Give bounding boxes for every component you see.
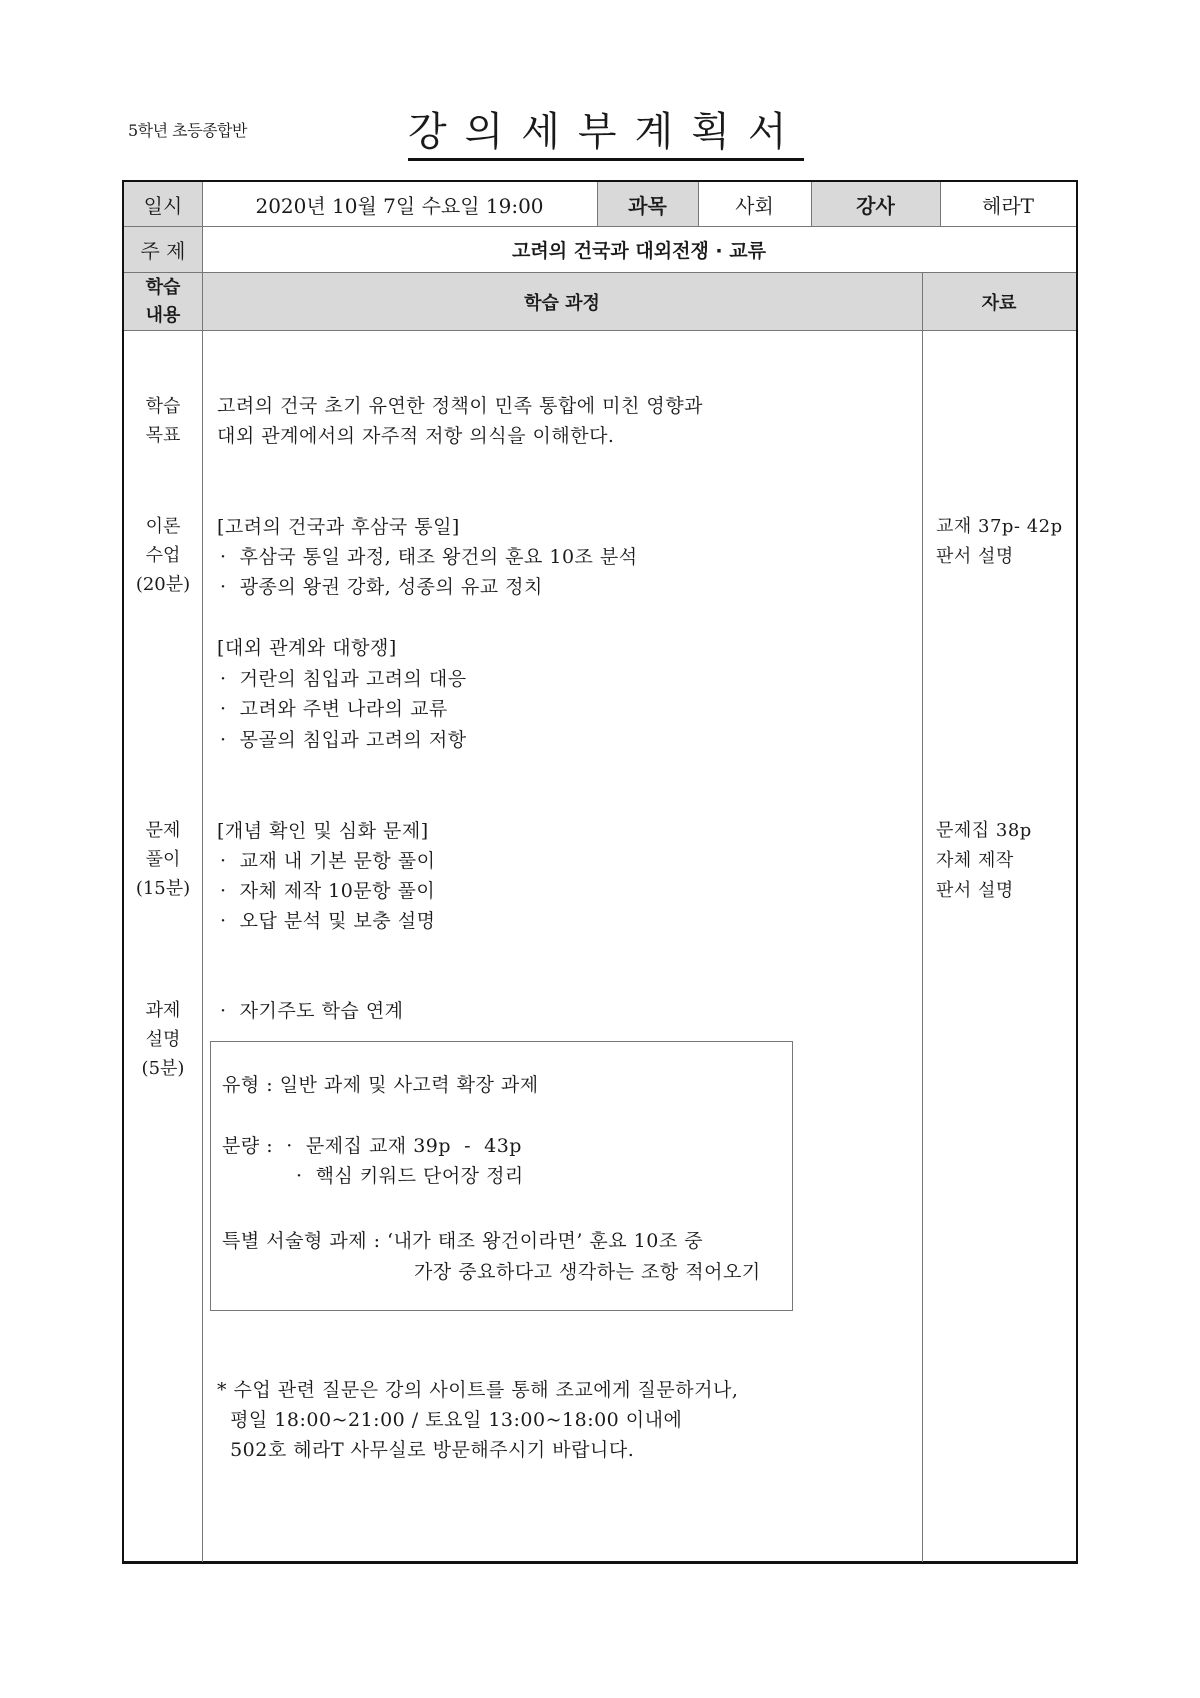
column-divider: [202, 182, 203, 1562]
theory-group1-title: [고려의 건국과 후삼국 통일]: [217, 516, 460, 538]
practice-material: 문제집 38p: [936, 820, 1032, 841]
goal-line: 대외 관계에서의 자주적 저항 의식을 이해한다.: [217, 425, 615, 447]
homework-special: 특별 서술형 과제 : ‘내가 태조 왕건이라면’ 훈요 10조 중: [222, 1230, 704, 1252]
goal-line: 고려의 건국 초기 유연한 정책이 민족 통합에 미친 영향과: [217, 395, 703, 417]
column-divider: [811, 182, 812, 226]
date-label: 일시: [143, 193, 183, 218]
topic-value-cell: [202, 227, 1076, 272]
theory-item: · 고려와 주변 나라의 교류: [220, 698, 448, 720]
homework-intro: · 자기주도 학습 연계: [220, 1000, 404, 1022]
class-label: 5학년 초등종합반: [128, 121, 247, 140]
practice-material: 판서 설명: [936, 880, 1014, 901]
practice-material: 자체 제작: [936, 850, 1014, 871]
content-label-line1: 학습: [145, 276, 181, 298]
theory-item: · 광종의 왕권 강화, 성종의 유교 정치: [220, 576, 543, 598]
row-divider: [124, 330, 1076, 331]
theory-item: · 몽골의 침입과 고려의 저항: [220, 729, 467, 751]
topic-label: 주 제: [140, 239, 186, 263]
teacher-label: 강사: [856, 193, 895, 218]
theory-item: · 거란의 침입과 고려의 대응: [220, 668, 467, 690]
practice-label: 문제 풀이 (15분): [135, 820, 191, 899]
subject-label: 과목: [628, 193, 667, 218]
date-label-cell: [124, 182, 202, 226]
subject-value: 사회: [735, 193, 774, 218]
goal-label: 학습 목표: [145, 396, 181, 446]
theory-item: · 후삼국 통일 과정, 태조 왕건의 훈요 10조 분석: [220, 546, 638, 568]
row-divider: [124, 272, 1076, 273]
theory-label: 이론 수업 (20분): [135, 516, 191, 595]
homework-amount: 분량 : · 문제집 교재 39p - 43p: [222, 1135, 522, 1157]
topic-value: 고려의 건국과 대외전쟁 · 교류: [512, 240, 766, 262]
practice-item: · 오답 분석 및 보충 설명: [220, 910, 436, 932]
column-divider: [597, 182, 598, 226]
column-divider: [698, 182, 699, 226]
process-header-cell: [202, 273, 922, 330]
topic-label-cell: [124, 227, 202, 272]
process-header: 학습 과정: [524, 292, 600, 314]
content-label-cell: [124, 273, 202, 330]
homework-amount: · 핵심 키워드 단어장 정리: [296, 1165, 524, 1187]
practice-title: [개념 확인 및 심화 문제]: [217, 820, 429, 842]
homework-label: 과제 설명 (5분): [141, 1000, 185, 1079]
materials-header: 자료: [981, 292, 1017, 314]
column-divider: [940, 182, 941, 226]
content-label-line2: 내용: [145, 304, 181, 326]
document-title: 강의세부계획서: [408, 106, 804, 161]
teacher-value-cell: [940, 182, 1076, 226]
teacher-label-cell: [811, 182, 940, 226]
note-line: 평일 18:00~21:00 / 토요일 13:00~18:00 이내에: [217, 1409, 683, 1431]
note-line: * 수업 관련 질문은 강의 사이트를 통해 조교에게 질문하거나,: [217, 1379, 739, 1401]
subject-value-cell: [698, 182, 811, 226]
practice-item: · 교재 내 기본 문항 풀이: [220, 850, 436, 872]
theory-material: 교재 37p- 42p: [936, 516, 1063, 537]
row-divider: [124, 226, 1076, 227]
date-value-cell: [202, 182, 597, 226]
note-line: 502호 헤라T 사무실로 방문해주시기 바랍니다.: [217, 1439, 635, 1461]
theory-material: 판서 설명: [936, 546, 1014, 567]
homework-special: 가장 중요하다고 생각하는 조항 적어오기: [414, 1261, 761, 1283]
teacher-value: 헤라T: [982, 193, 1034, 218]
practice-item: · 자체 제작 10문항 풀이: [220, 880, 436, 902]
date-value: 2020년 10월 7일 수요일 19:00: [255, 193, 544, 218]
subject-label-cell: [597, 182, 698, 226]
theory-group2-title: [대외 관계와 대항쟁]: [217, 637, 397, 659]
column-divider: [922, 272, 923, 1562]
materials-header-cell: [922, 273, 1076, 330]
homework-type: 유형 : 일반 과제 및 사고력 확장 과제: [222, 1074, 539, 1096]
